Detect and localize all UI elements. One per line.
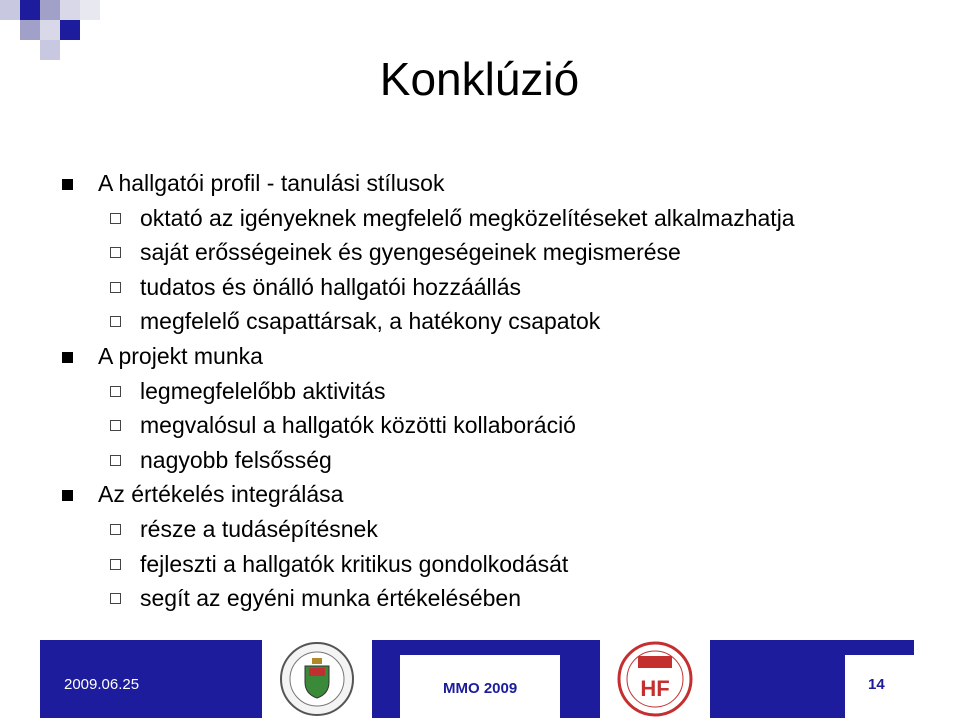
hollow-square-bullet-icon <box>110 282 121 293</box>
footer-date: 2009.06.25 <box>64 676 140 693</box>
square-bullet-icon <box>62 179 73 190</box>
sub-bullet-text: saját erősségeinek és gyengeségeinek megismerése <box>140 239 681 266</box>
sub-bullet-text: megvalósul a hallgatók közötti kollaboráció <box>140 412 576 439</box>
left-logo-box <box>262 640 372 718</box>
sub-bullet-item <box>56 547 936 582</box>
sub-bullet-item <box>56 443 936 478</box>
sub-bullet-item <box>56 408 936 443</box>
sub-bullet-text: oktató az igényeknek megfelelő megközelítéseket alkalmazhatja <box>140 204 795 231</box>
university-seal-logo <box>262 640 372 718</box>
hollow-square-bullet-icon <box>110 316 121 327</box>
bullet-text: A projekt munka <box>98 342 263 369</box>
sub-bullet-item <box>56 235 936 270</box>
bullet-item <box>56 166 936 201</box>
sub-bullet-text: segít az egyéni munka értékelésében <box>140 585 522 612</box>
heller-farkas-logo <box>600 640 710 718</box>
square-bullet-icon <box>62 352 73 363</box>
sub-bullet-text: fejleszti a hallgatók kritikus gondolkodását <box>140 550 569 577</box>
sub-bullet-item <box>56 270 936 305</box>
sub-bullet-item <box>56 304 936 339</box>
sub-bullet-text: tudatos és önálló hallgatói hozzáállás <box>140 273 522 300</box>
sub-bullet-text: nagyobb felsősség <box>140 446 332 473</box>
svg-text:HF: HF <box>640 676 670 701</box>
sub-bullet-text: legmegfelelőbb aktivitás <box>140 377 386 404</box>
bullet-text: A hallgatói profil - tanulási stílusok <box>98 170 445 196</box>
hollow-square-bullet-icon <box>110 559 121 570</box>
footer-conference: MMO 2009 <box>443 680 518 697</box>
decorative-squares <box>0 0 959 60</box>
bullet-item <box>56 339 936 374</box>
bullet-list <box>56 166 936 616</box>
hollow-square-bullet-icon <box>110 455 121 466</box>
slide-title: Konklúzió <box>379 53 580 105</box>
hollow-square-bullet-icon <box>110 420 121 431</box>
hollow-square-bullet-icon <box>110 386 121 397</box>
sub-bullet-text: része a tudásépítésnek <box>140 515 378 542</box>
sub-bullet-item <box>56 201 936 236</box>
bullet-item <box>56 477 936 512</box>
sub-bullet-item <box>56 512 936 547</box>
square-bullet-icon <box>62 490 73 501</box>
sub-bullet-item <box>56 374 936 409</box>
hollow-square-bullet-icon <box>110 524 121 535</box>
page-number: 14 <box>868 676 885 693</box>
hollow-square-bullet-icon <box>110 593 121 604</box>
right-logo-box <box>600 640 710 718</box>
hollow-square-bullet-icon <box>110 213 121 224</box>
sub-bullet-item <box>56 581 936 616</box>
bullet-text: Az értékelés integrálása <box>98 481 344 508</box>
hollow-square-bullet-icon <box>110 247 121 258</box>
sub-bullet-text: megfelelő csapattársak, a hatékony csapatok <box>140 308 601 335</box>
